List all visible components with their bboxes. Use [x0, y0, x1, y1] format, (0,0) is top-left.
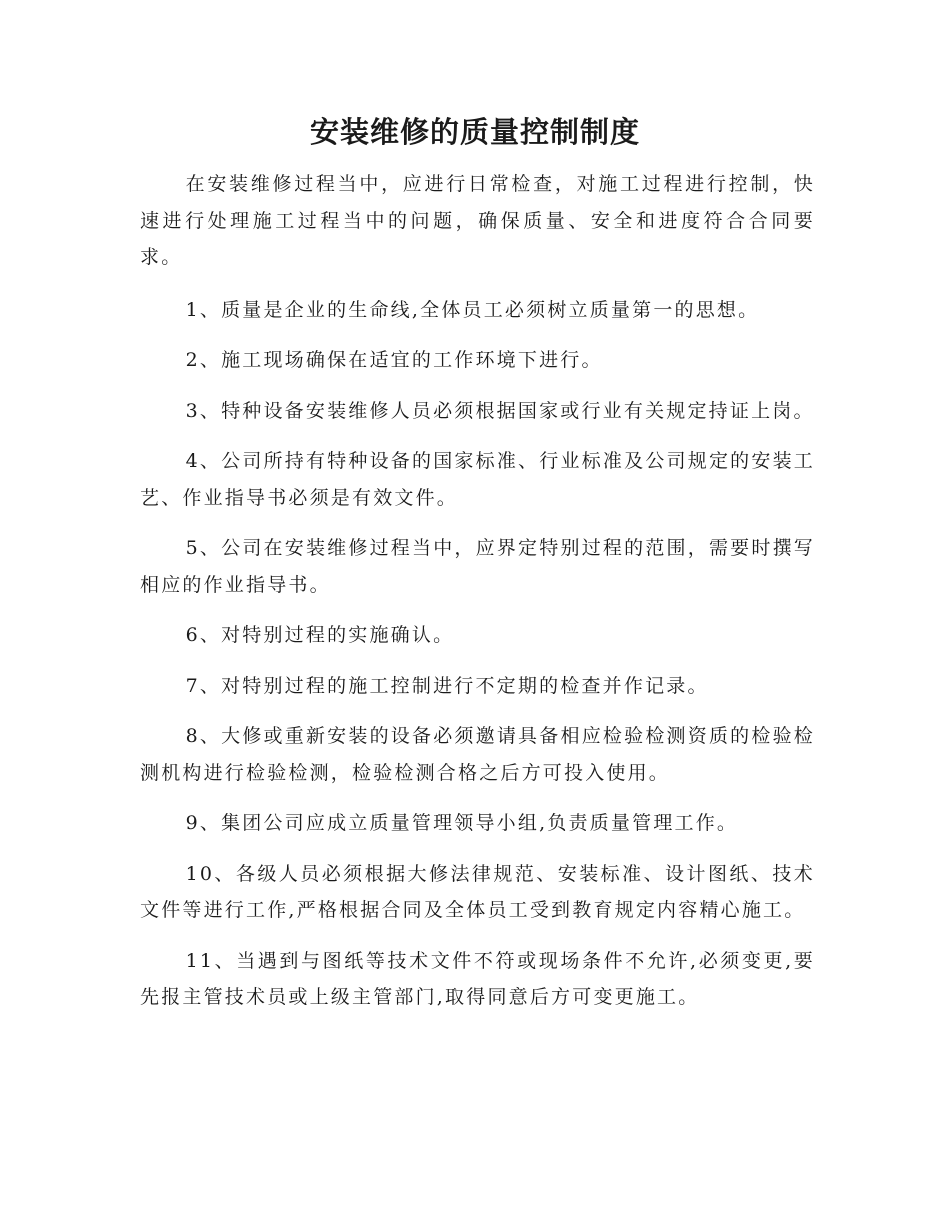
rule-paragraph-1: 1、质量是企业的生命线,全体员工必须树立质量第一的思想。: [185, 298, 760, 321]
rule-paragraph-9: 9、集团公司应成立质量管理领导小组,负责质量管理工作。: [185, 812, 739, 834]
rule-paragraph-5: 5、公司在安装维修过程当中，应界定特别过程的范围，需要时撰写相应的作业指导书。: [140, 537, 815, 596]
rule-paragraph-8: 8、大修或重新安装的设备必须邀请具备相应检验检测资质的检验检测机构进行检验检测，检验检测合格之后方可投入使用。: [140, 725, 815, 784]
rule-paragraph-6: 6、对特别过程的实施确认。: [185, 624, 455, 646]
rule-paragraph-3: 3、特种设备安装维修人员必须根据国家或行业有关规定持证上岗。: [185, 399, 815, 422]
rule-paragraph-10: 10、各级人员必须根据大修法律规范、安装标准、设计图纸、技术文件等进行工作,严格根据合同及全体员工受到教育规定内容精心施工。: [140, 862, 815, 921]
rule-paragraph-11: 11、当遇到与图纸等技术文件不符或现场条件不允许,必须变更,要先报主管技术员或上级主管部门,取得同意后方可变更施工。: [140, 949, 815, 1008]
rule-paragraph-4: 4、公司所持有特种设备的国家标准、行业标准及公司规定的安装工艺、作业指导书必须是有效文件。: [140, 450, 815, 509]
intro-paragraph: 在安装维修过程当中，应进行日常检查，对施工过程进行控制，快速进行处理施工过程当中的问题，确保质量、安全和进度符合合同要求。: [140, 173, 815, 268]
rule-paragraph-7: 7、对特别过程的施工控制进行不定期的检查并作记录。: [185, 674, 709, 697]
document-body: [140, 166, 815, 1030]
document-title: 安装维修的质量控制制度: [309, 115, 640, 149]
rule-paragraph-2: 2、施工现场确保在适宜的工作环境下进行。: [185, 349, 603, 371]
